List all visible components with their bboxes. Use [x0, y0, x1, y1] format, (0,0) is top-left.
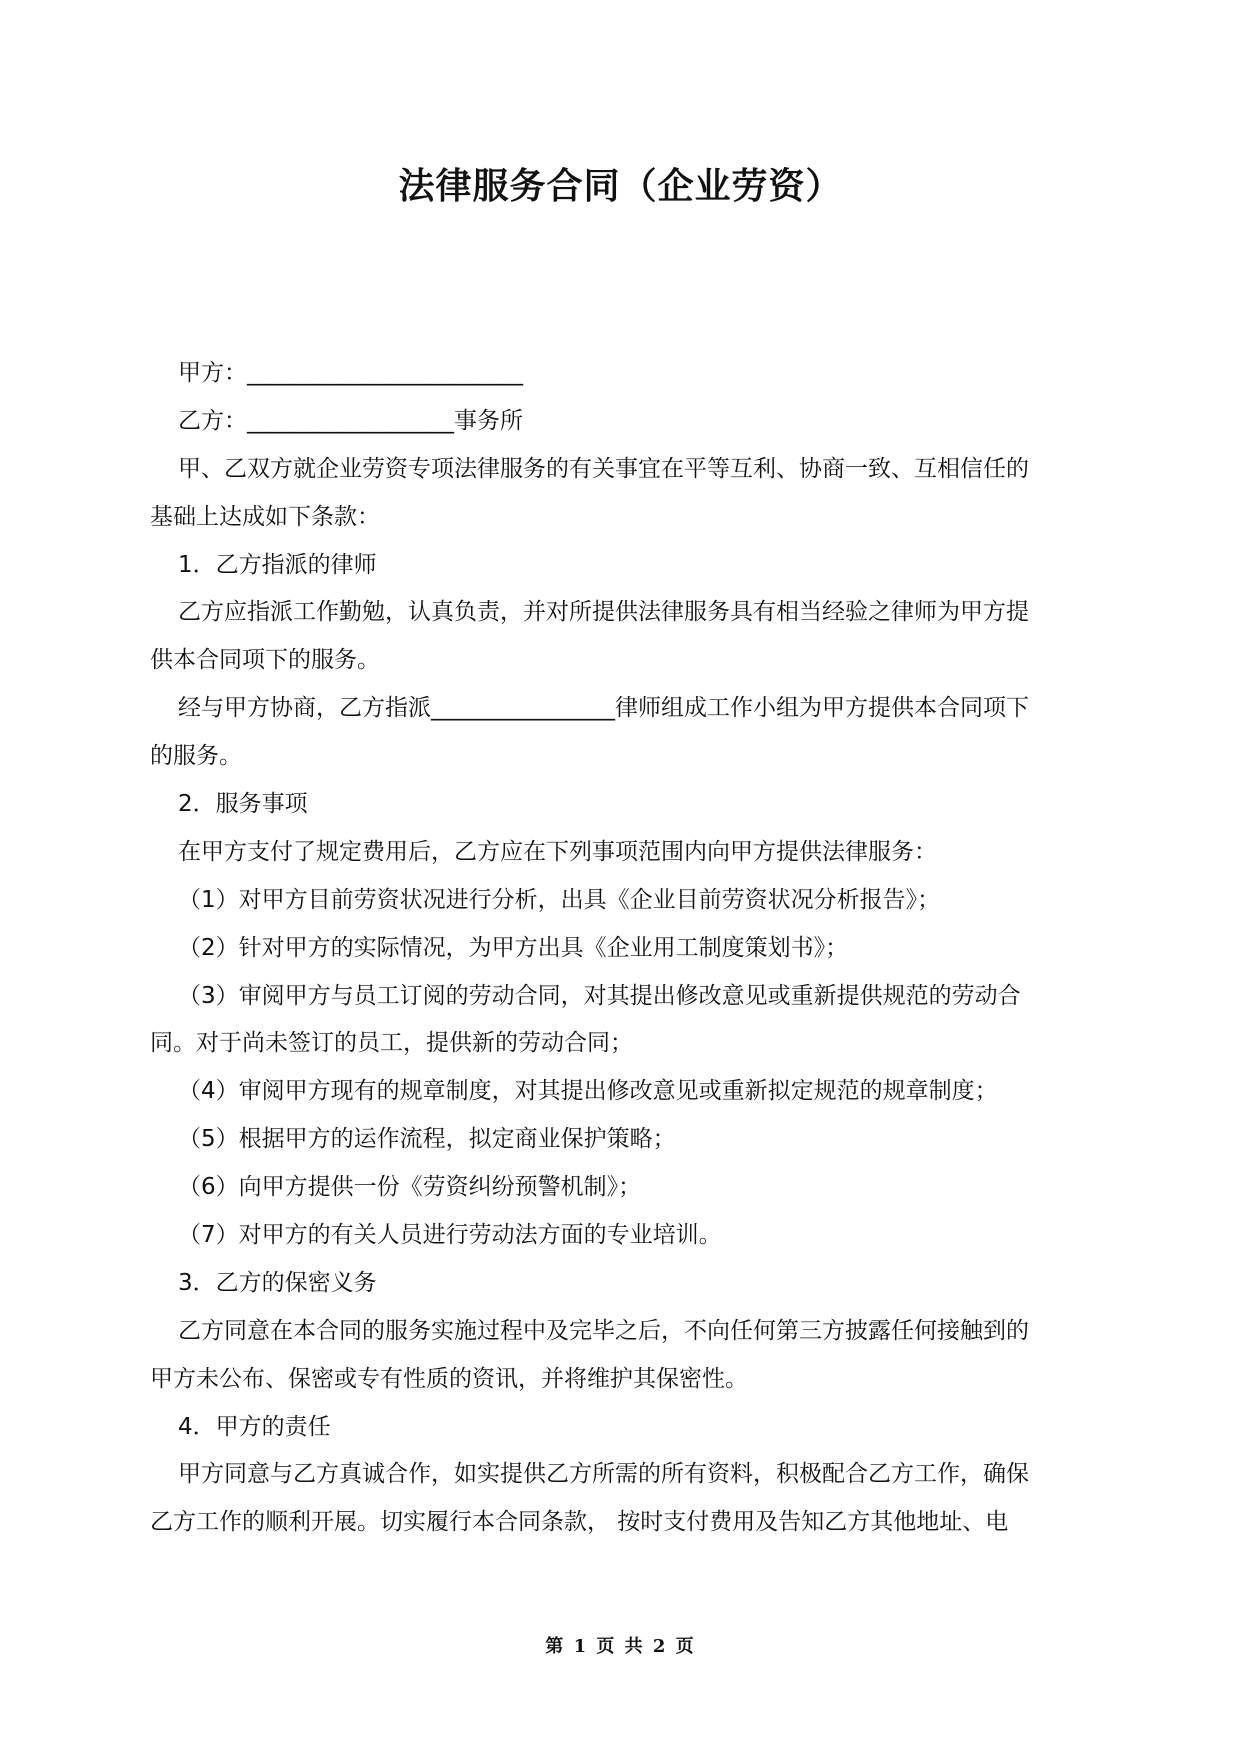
body-line: 1．乙方指派的律师: [178, 551, 377, 578]
body-line: 4．甲方的责任: [178, 1413, 331, 1440]
document-title: 法律服务合同（企业劳资）: [398, 166, 843, 207]
body-line: 在甲方支付了规定费用后，乙方应在下列事项范围内向甲方提供法律服务：: [178, 838, 937, 865]
body-line: （6）向甲方提供一份《劳资纠纷预警机制》；: [178, 1174, 642, 1201]
body-line: 经与甲方协商，乙方指派________________律师组成工作小组为甲方提供本合同项下: [178, 695, 1029, 722]
body-line: 乙方应指派工作勤勉，认真负责，并对所提供法律服务具有相当经验之律师为甲方提: [178, 599, 1029, 626]
body-line: 甲方：________________________: [178, 360, 523, 386]
body-line: 基础上达成如下条款：: [150, 503, 380, 530]
body-line: 甲方未公布、保密或专有性质的资讯，并将维护其保密性。: [150, 1365, 748, 1392]
body-line: 乙方工作的顺利开展。切实履行本合同条款， 按时支付费用及告知乙方其他地址、电: [150, 1509, 1009, 1536]
body-line: 2．服务事项: [178, 791, 308, 818]
body-line: 甲方同意与乙方真诚合作，如实提供乙方所需的所有资料，积极配合乙方工作，确保: [178, 1461, 1029, 1488]
body-line: （7）对甲方的有关人员进行劳动法方面的专业培训。: [178, 1222, 722, 1249]
body-line: （2）针对甲方的实际情况，为甲方出具《企业用工制度策划书》；: [178, 934, 849, 961]
body-line: 的服务。: [150, 743, 242, 770]
document-body: [150, 350, 1093, 1547]
body-line: 同。对于尚未签订的员工，提供新的劳动合同；: [150, 1030, 633, 1057]
body-line: 甲、乙双方就企业劳资专项法律服务的有关事宜在平等互利、协商一致、互相信任的: [178, 455, 1029, 482]
body-line: （4）审阅甲方现有的规章制度，对其提出修改意见或重新拟定规范的规章制度；: [178, 1078, 998, 1105]
body-line: 乙方：__________________事务所: [178, 407, 523, 434]
page-footer: 第 1 页 共 2 页: [545, 1636, 696, 1657]
body-line: （3）审阅甲方与员工订阅的劳动合同，对其提出修改意见或重新提供规范的劳动合: [178, 982, 1021, 1009]
body-line: 供本合同项下的服务。: [150, 647, 380, 674]
body-line: 3．乙方的保密义务: [178, 1269, 377, 1296]
body-line: （5）根据甲方的运作流程，拟定商业保护策略；: [178, 1126, 676, 1153]
body-line: 乙方同意在本合同的服务实施过程中及完毕之后，不向任何第三方披露任何接触到的: [178, 1317, 1029, 1344]
body-line: （1）对甲方目前劳资状况进行分析，出具《企业目前劳资状况分析报告》；: [178, 886, 941, 913]
